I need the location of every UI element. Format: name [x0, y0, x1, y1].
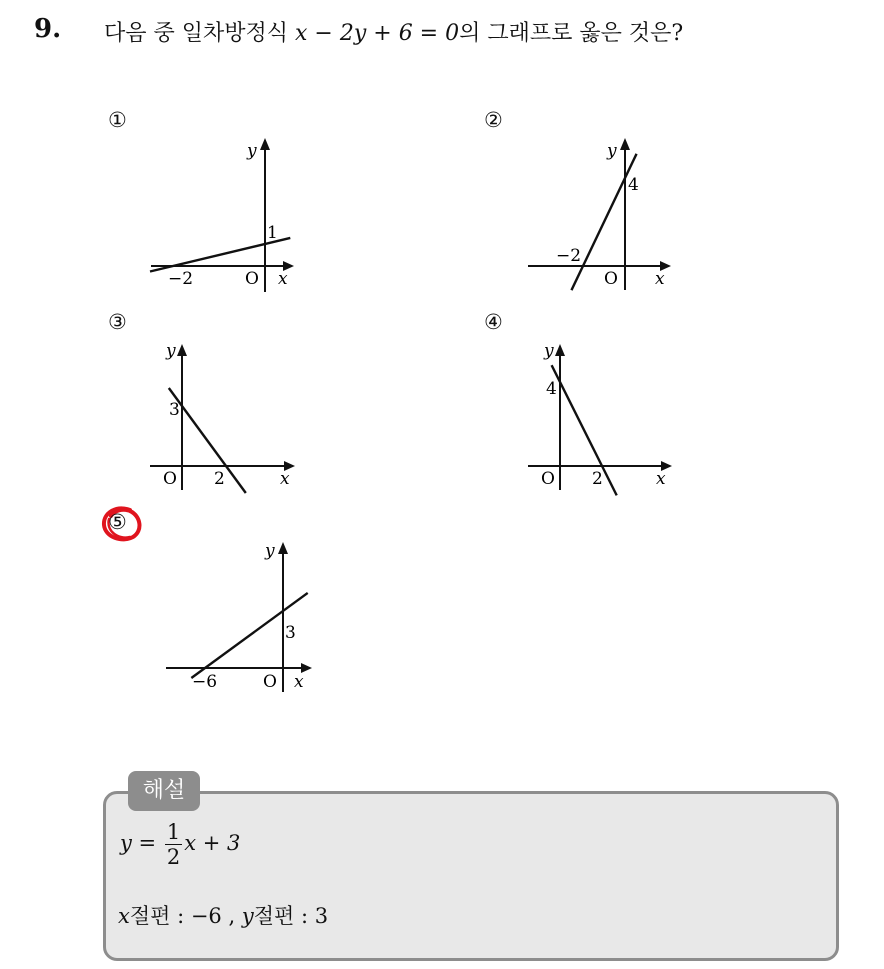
x-axis-label: x: [294, 672, 304, 692]
option-2-marker: ②: [484, 108, 503, 132]
question-text: [104, 16, 683, 47]
y-axis-label: y: [544, 341, 554, 361]
solution-fraction: [165, 820, 182, 869]
option-4-marker: ④: [484, 310, 503, 334]
solution-intercepts: [118, 900, 328, 930]
x-var: x: [118, 904, 130, 928]
origin-label: O: [263, 672, 277, 692]
x-axis-label: x: [280, 469, 290, 489]
question-prefix: 다음 중 일차방정식: [104, 21, 289, 46]
solution-rhs: x + 3: [184, 831, 241, 855]
x-intercept-label: −2: [556, 246, 582, 266]
question-suffix: 의 그래프로 옳은 것은?: [459, 21, 684, 46]
y-axis-arrow: [177, 344, 187, 356]
x-intercept-label: 2: [214, 469, 225, 489]
x-axis-label: x: [655, 269, 665, 289]
y-intercept-label: 3: [169, 400, 180, 420]
solution-lhs: y =: [120, 831, 157, 855]
question-number: 9.: [34, 14, 62, 44]
origin-label: O: [541, 469, 555, 489]
y-var: y: [241, 904, 254, 928]
y-intercept-label: 4: [628, 175, 639, 195]
y-axis-arrow: [620, 138, 630, 150]
y-axis-arrow: [278, 542, 288, 554]
y-axis-arrow: [260, 138, 270, 150]
y-intercept-label: 4: [546, 379, 557, 399]
x-intercept-text: 절편 : −6 ,: [129, 904, 236, 928]
origin-label: O: [604, 269, 618, 289]
y-axis-label: y: [265, 541, 275, 561]
option-3[interactable]: [108, 312, 308, 512]
graph-line: [552, 365, 617, 495]
option-2-graph: [484, 110, 684, 310]
x-intercept-label: 2: [592, 469, 603, 489]
option-4[interactable]: [484, 312, 684, 512]
option-1[interactable]: [108, 110, 308, 310]
option-2[interactable]: [484, 110, 684, 310]
y-axis-label: y: [247, 141, 257, 161]
fraction-denominator: 2: [166, 845, 181, 869]
option-4-graph: [484, 312, 684, 512]
solution-label: 해설: [128, 771, 200, 811]
solution-equation: [120, 820, 240, 880]
y-axis-label: y: [166, 341, 176, 361]
option-3-marker: ③: [108, 310, 127, 334]
x-axis-label: x: [278, 269, 288, 289]
y-intercept-text: 절편 : 3: [253, 904, 329, 928]
question-equation: x − 2y + 6 = 0: [295, 21, 460, 46]
option-1-marker: ①: [108, 108, 127, 132]
option-5-marker: ⑤: [108, 510, 127, 534]
y-intercept-label: 3: [285, 623, 296, 643]
y-intercept-label: 1: [267, 223, 278, 243]
fraction-numerator: 1: [166, 820, 181, 844]
x-intercept-label: −6: [192, 672, 218, 692]
graph-line: [169, 388, 246, 493]
option-5-graph: [108, 512, 328, 712]
y-axis-arrow: [555, 344, 565, 356]
origin-label: O: [245, 269, 259, 289]
option-5[interactable]: [108, 512, 308, 712]
y-axis-label: y: [607, 141, 617, 161]
x-intercept-label: −2: [168, 269, 194, 289]
option-1-graph: [108, 110, 308, 310]
x-axis-label: x: [656, 469, 666, 489]
origin-label: O: [163, 469, 177, 489]
option-3-graph: [108, 312, 308, 512]
